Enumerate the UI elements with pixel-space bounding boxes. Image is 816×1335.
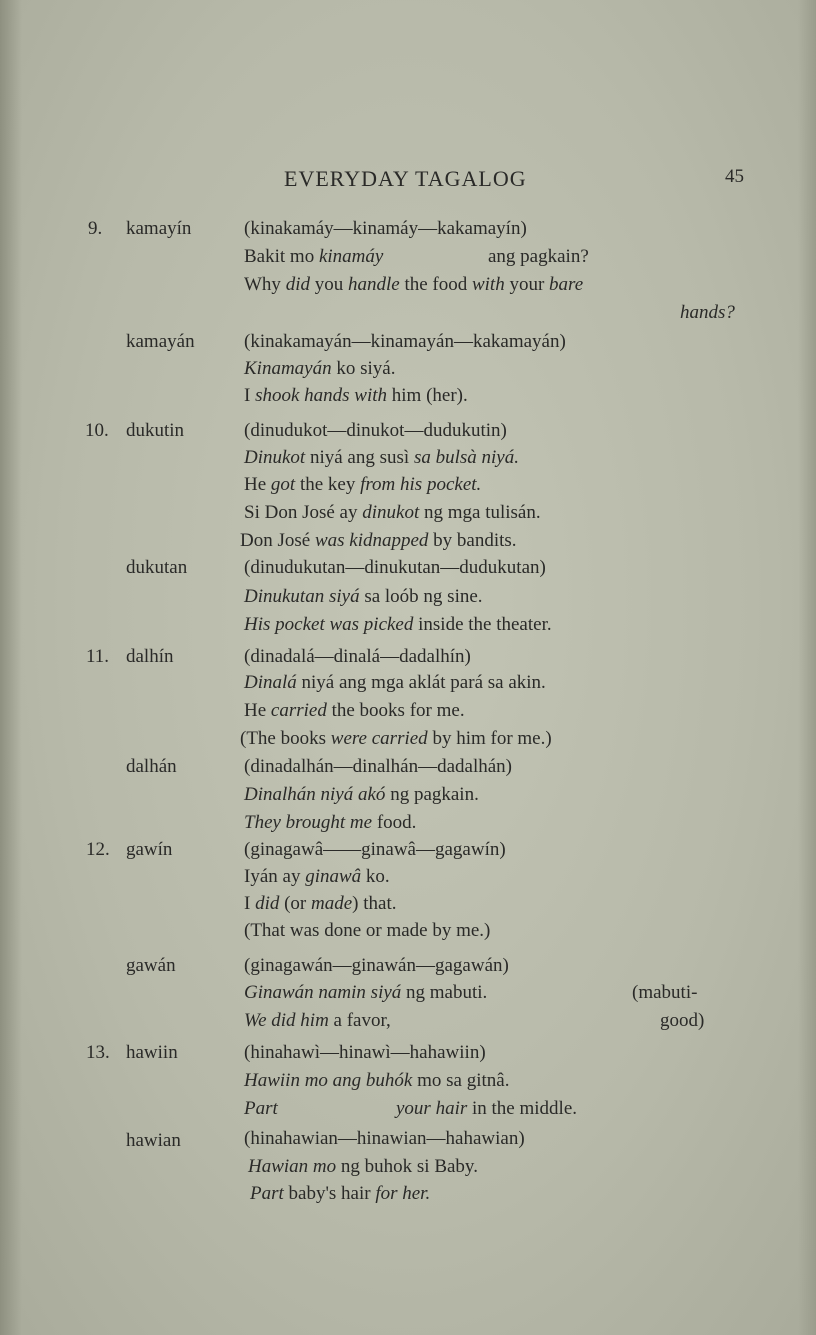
example-tagalog: Si Don José ay dinukot ng mga tulisán. (244, 502, 541, 523)
entry-number: 11. (86, 646, 110, 667)
page-edge-shadow-right (798, 0, 816, 1335)
example-tagalog: Dinalá niyá ang mga aklát pará sa akin. (244, 672, 546, 693)
example-english: He got the key from his pocket. (244, 474, 482, 495)
example-english: His pocket was picked inside the theater. (244, 614, 552, 635)
example-tagalog: Dinalhán niyá akó ng pagkain. (244, 784, 479, 805)
headword: dukutan (126, 557, 188, 578)
example-english-cont: your hair in the middle. (396, 1098, 578, 1119)
example-tagalog: Kinamayán ko siyá. (244, 358, 396, 379)
headword: dukutin (126, 420, 185, 441)
example-english: I did (or made) that. (244, 893, 397, 914)
example-tagalog: Bakit mo kinamáy (244, 246, 384, 267)
example-english: (That was done or made by me.) (244, 920, 491, 941)
verb-forms: (kinakamayán—kinamayán—kakamayán) (244, 331, 566, 352)
example-english: (The books were carried by him for me.) (240, 728, 552, 749)
verb-forms: (dinudukutan—dinukutan—dudukutan) (244, 557, 546, 578)
gloss-note: (mabuti- (632, 982, 698, 1003)
example-english: Don José was kidnapped by bandits. (240, 530, 517, 551)
entry-number: 10. (85, 420, 109, 441)
page-number: 45 (725, 166, 744, 187)
example-tagalog: Dinukot niyá ang susì sa bulsà niyá. (244, 447, 519, 468)
headword: gawín (126, 839, 173, 860)
verb-forms: (dinudukot—dinukot—dudukutin) (244, 420, 507, 441)
entry-number: 9. (88, 218, 103, 239)
entry-number: 12. (86, 839, 110, 860)
entry-number: 13. (86, 1042, 110, 1063)
page-edge-shadow-left (0, 0, 22, 1335)
example-tagalog: Hawian mo ng buhok si Baby. (248, 1156, 478, 1177)
headword: kamayán (126, 331, 195, 352)
headword: kamayín (126, 218, 192, 239)
example-tagalog: Ginawán namin siyá ng mabuti. (244, 982, 488, 1003)
gloss-note: good) (660, 1010, 705, 1031)
example-english: I shook hands with him (her). (244, 385, 468, 406)
verb-forms: (hinahawì—hinawì—hahawiin) (244, 1042, 486, 1063)
headword: dalhán (126, 756, 177, 777)
headword: hawiin (126, 1042, 178, 1063)
headword: hawian (126, 1130, 181, 1151)
verb-forms: (kinakamáy—kinamáy—kakamayín) (244, 218, 527, 239)
example-english: Why did you handle the food with your bare (244, 274, 584, 295)
verb-forms: (ginagawán—ginawán—gagawán) (244, 955, 509, 976)
example-tagalog: Hawiin mo ang buhók mo sa gitnâ. (244, 1070, 510, 1091)
example-tagalog: Dinukutan siyá sa loób ng sine. (244, 586, 483, 607)
example-english: They brought me food. (244, 812, 417, 833)
verb-forms: (hinahawian—hinawian—hahawian) (244, 1128, 525, 1149)
example-english: We did him a favor, (244, 1010, 391, 1031)
example-english: Part baby's hair for her. (250, 1183, 431, 1204)
headword: gawán (126, 955, 176, 976)
verb-forms: (dinadalá—dinalá—dadalhín) (244, 646, 471, 667)
running-head: EVERYDAY TAGALOG (284, 166, 527, 191)
example-english-wrap: hands? (680, 302, 735, 323)
example-tagalog: Iyán ay ginawâ ko. (244, 866, 390, 887)
example-tagalog-cont: ang pagkain? (488, 246, 589, 267)
verb-forms: (ginagawâ——ginawâ—gagawín) (244, 839, 506, 860)
headword: dalhín (126, 646, 174, 667)
example-english: He carried the books for me. (244, 700, 465, 721)
verb-forms: (dinadalhán—dinalhán—dadalhán) (244, 756, 513, 777)
example-english: Part (244, 1098, 278, 1119)
